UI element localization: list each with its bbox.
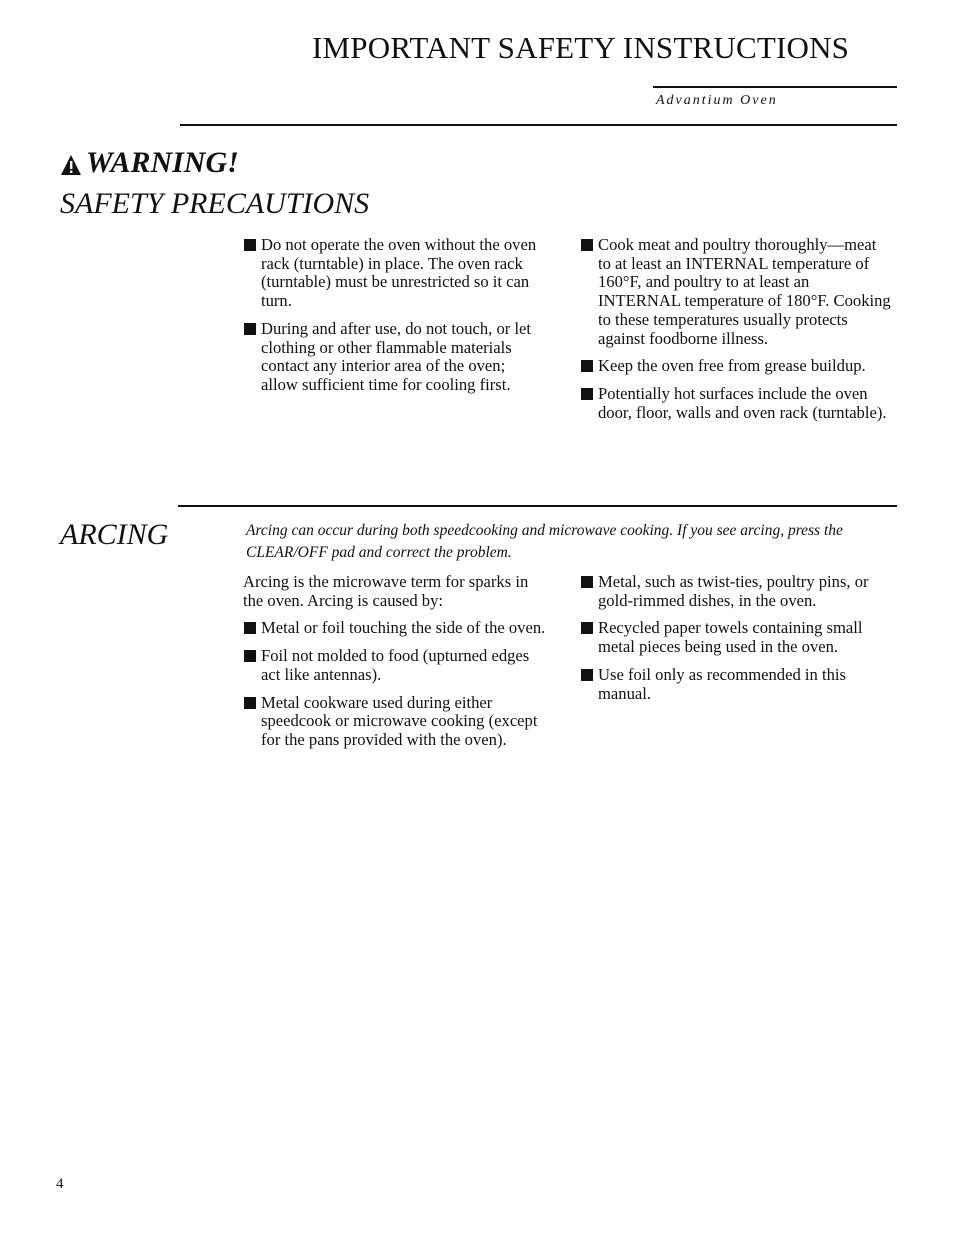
section-divider-top [180,124,897,126]
list-item: Foil not molded to food (upturned edges act like antennas). [243,647,548,684]
square-bullet-icon [244,697,256,709]
list-item: Metal, such as twist-ties, poultry pins, or gold-rimmed dishes, in the oven. [580,573,898,610]
list-item: During and after use, do not touch, or let clothing or other flammable materials contact any interior area of the oven; allow sufficient time for cooling first. [243,320,543,395]
square-bullet-icon [244,650,256,662]
list-item: Potentially hot surfaces include the oven door, floor, walls and oven rack (turntable). [580,385,892,422]
square-bullet-icon [581,669,593,681]
square-bullet-icon [581,360,593,372]
square-bullet-icon [581,576,593,588]
header-rule-short [653,86,897,88]
arcing-lead: Arcing is the microwave term for sparks in the oven. Arcing is caused by: [243,572,529,610]
list-item: Use foil only as recommended in this manual. [580,666,898,703]
list-item: Keep the oven free from grease buildup. [580,357,892,376]
arcing-intro: Arcing can occur during both speedcooking and microwave cooking. If you see arcing, press the CLEAR/OFF pad and correct the problem. [246,522,843,561]
square-bullet-icon [244,239,256,251]
square-bullet-icon [244,323,256,335]
warning-triangle-icon [60,154,82,176]
list-item: Metal or foil touching the side of the oven. [243,619,548,638]
square-bullet-icon [244,622,256,634]
square-bullet-icon [581,622,593,634]
safety-precautions-heading: SAFETY PRECAUTIONS [60,187,370,220]
safety-left-column [243,236,543,404]
list-item: Do not operate the oven without the oven rack (turntable) in place. The oven rack (turntable) must be unrestricted so it can turn. [243,236,543,311]
warning-label: WARNING! [86,146,239,179]
arcing-right-column [580,573,898,712]
square-bullet-icon [581,239,593,251]
square-bullet-icon [581,388,593,400]
list-item: Recycled paper towels containing small metal pieces being used in the oven. [580,619,898,656]
warning-heading [60,146,239,180]
arcing-left-column [243,573,548,759]
page-number: 4 [56,1176,64,1192]
page-title: IMPORTANT SAFETY INSTRUCTIONS [312,30,850,65]
safety-right-column [580,236,892,431]
section-divider-arcing [178,505,897,507]
list-item: Cook meat and poultry thoroughly—meat to at least an INTERNAL temperature of 160°F, and poultry to at least an INTERNAL temperature of 180°F. Cooking to these temperatures usually protects against foodborne illness. [580,236,892,348]
list-item: Metal cookware used during either speedcook or microwave cooking (except for the pans provided with the oven). [243,694,548,750]
page-subtitle: Advantium Oven [656,93,778,108]
arcing-heading: ARCING [60,518,169,551]
